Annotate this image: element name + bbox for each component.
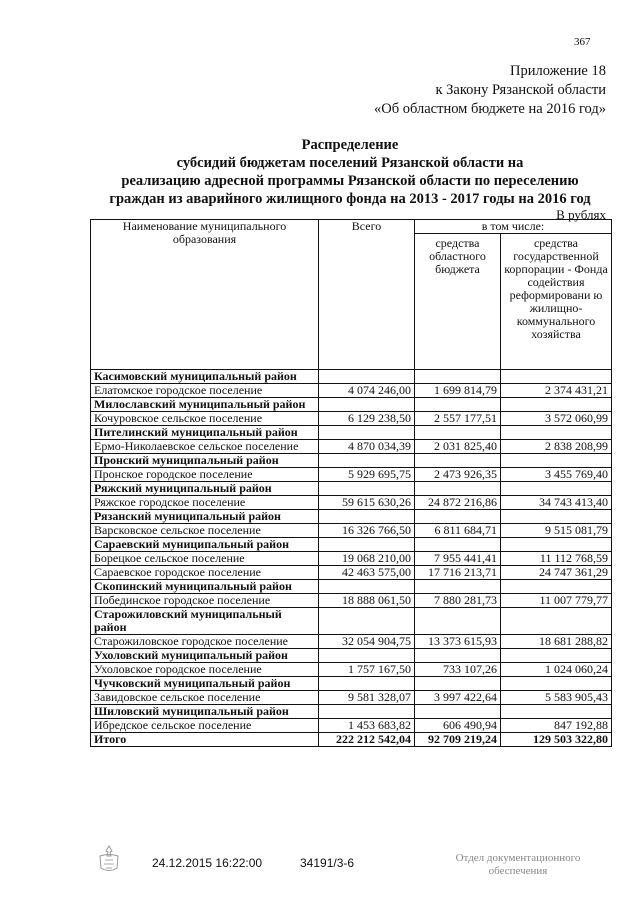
cell-fund: 2 838 208,99 [501,440,612,454]
cell-regional [415,426,501,440]
settlement-row [91,691,612,705]
cell-total: 9 581 328,07 [319,691,415,705]
appendix-line-1: Приложение 18 [510,63,606,79]
cell-total [319,510,415,524]
cell-name: Кочуровское сельское поселение [91,412,319,426]
cell-fund [501,482,612,496]
cell-regional: 2 557 177,51 [415,412,501,426]
settlement-row [91,384,612,398]
header-fund: средства государственной корпорации - Фонда содействия реформировани ю жилищно-коммунального хозяйства [501,234,612,370]
cell-fund: 5 583 905,43 [501,691,612,705]
settlement-row [91,440,612,454]
title-line-2: субсидий бюджетам поселений Рязанской области на [176,155,524,171]
cell-fund: 18 681 288,82 [501,635,612,649]
cell-fund [501,705,612,719]
cell-total [319,608,415,635]
settlement-row [91,524,612,538]
cell-total: 16 326 766,50 [319,524,415,538]
cell-total [319,580,415,594]
cell-regional: 3 997 422,64 [415,691,501,705]
cell-total: 222 212 542,04 [319,733,415,747]
cell-name: Сараевское городское поселение [91,566,319,580]
district-row [91,482,612,496]
cell-total [319,454,415,468]
cell-total: 4 870 034,39 [319,440,415,454]
cell-fund [501,608,612,635]
cell-fund: 1 024 060,24 [501,663,612,677]
district-row [91,454,612,468]
cell-fund: 3 572 060,99 [501,412,612,426]
cell-name: Ибредское сельское поселение [91,719,319,733]
district-row [91,426,612,440]
appendix-header [374,62,606,119]
settlement-row [91,663,612,677]
cell-regional [415,608,501,635]
cell-regional: 7 955 441,41 [415,552,501,566]
cell-name: Касимовский муниципальный район [91,370,319,384]
cell-name: Старожиловское городское поселение [91,635,319,649]
cell-total: 18 888 061,50 [319,594,415,608]
cell-name: Шиловский муниципальный район [91,705,319,719]
district-row [91,649,612,663]
title-line-1: Распределение [301,137,399,153]
cell-name: Завидовское сельское поселение [91,691,319,705]
cell-name: Итого [91,733,319,747]
cell-fund [501,426,612,440]
district-row [91,608,612,635]
cell-regional [415,677,501,691]
cell-regional [415,398,501,412]
cell-fund [501,454,612,468]
cell-regional: 6 811 684,71 [415,524,501,538]
cell-name: Елатомское городское поселение [91,384,319,398]
cell-fund [501,398,612,412]
cell-name: Побединское городское поселение [91,594,319,608]
title-line-4: граждан из аварийного жилищного фонда на 2013 - 2017 годы на 2016 год [109,191,591,207]
cell-regional: 2 031 825,40 [415,440,501,454]
header-regional: средства областного бюджета [415,234,501,370]
cell-fund [501,677,612,691]
cell-name: Ухоловский муниципальный район [91,649,319,663]
cell-name: Ряжский муниципальный район [91,482,319,496]
cell-fund [501,649,612,663]
document-title [60,136,640,208]
cell-fund: 847 192,88 [501,719,612,733]
cell-name: Ряжское городское поселение [91,496,319,510]
cell-total [319,538,415,552]
cell-name: Старожиловский муниципальный район [91,608,319,635]
cell-regional [415,649,501,663]
coat-of-arms-icon [96,844,122,874]
cell-fund: 11 112 768,59 [501,552,612,566]
cell-name: Борецкое сельское поселение [91,552,319,566]
subsidy-table [90,219,612,747]
cell-regional [415,510,501,524]
cell-name: Чучковский муниципальный район [91,677,319,691]
appendix-line-2: к Закону Рязанской области [435,82,606,98]
header-total: Всего [319,220,415,370]
cell-regional: 92 709 219,24 [415,733,501,747]
district-row [91,580,612,594]
cell-regional: 1 699 814,79 [415,384,501,398]
district-row [91,677,612,691]
settlement-row [91,496,612,510]
settlement-row [91,719,612,733]
footer-doc-code: 34191/3-6 [300,856,355,870]
settlement-row [91,635,612,649]
cell-regional: 2 473 926,35 [415,468,501,482]
cell-fund: 3 455 769,40 [501,468,612,482]
cell-fund [501,370,612,384]
cell-total: 19 068 210,00 [319,552,415,566]
settlement-row [91,552,612,566]
footer-datetime: 24.12.2015 16:22:00 [152,856,263,870]
cell-name: Варсковское сельское поселение [91,524,319,538]
cell-name: Ухоловское городское поселение [91,663,319,677]
cell-name: Пронское городское поселение [91,468,319,482]
header-name: Наименование муниципального образования [91,220,319,370]
cell-fund: 2 374 431,21 [501,384,612,398]
cell-regional: 7 880 281,73 [415,594,501,608]
title-line-3: реализацию адресной программы Рязанской области по переселению [121,173,579,189]
cell-total [319,482,415,496]
cell-total [319,705,415,719]
cell-regional [415,538,501,552]
stamp-line-1: Отдел документационного [455,852,581,864]
district-row [91,398,612,412]
cell-regional: 13 373 615,93 [415,635,501,649]
cell-fund: 9 515 081,79 [501,524,612,538]
cell-name: Пителинский муниципальный район [91,426,319,440]
cell-regional [415,454,501,468]
appendix-line-3: «Об областном бюджете на 2016 год» [374,101,606,117]
cell-fund: 34 743 413,40 [501,496,612,510]
cell-fund [501,580,612,594]
district-row [91,370,612,384]
table-body [91,370,612,747]
stamp-line-2: обеспечения [488,865,548,877]
cell-name: Ермо-Николаевское сельское поселение [91,440,319,454]
cell-total [319,677,415,691]
district-row [91,538,612,552]
cell-name: Пронский муниципальный район [91,454,319,468]
department-stamp [448,852,588,878]
cell-regional: 24 872 216,86 [415,496,501,510]
page-number: 367 [574,36,591,48]
cell-fund: 129 503 322,80 [501,733,612,747]
cell-total [319,398,415,412]
settlement-row [91,468,612,482]
district-row [91,705,612,719]
cell-total: 1 757 167,50 [319,663,415,677]
cell-total: 4 074 246,00 [319,384,415,398]
district-row [91,510,612,524]
header-including: в том числе: [415,220,612,234]
cell-name: Рязанский муниципальный район [91,510,319,524]
cell-fund [501,538,612,552]
cell-total: 59 615 630,26 [319,496,415,510]
cell-regional: 733 107,26 [415,663,501,677]
cell-regional: 17 716 213,71 [415,566,501,580]
cell-total [319,426,415,440]
cell-fund [501,510,612,524]
unit-label: В рублях [556,207,606,222]
cell-name: Милославский муниципальный район [91,398,319,412]
settlement-row [91,566,612,580]
total-row [91,733,612,747]
settlement-row [91,412,612,426]
cell-total: 42 463 575,00 [319,566,415,580]
cell-total [319,370,415,384]
settlement-row [91,594,612,608]
cell-regional [415,482,501,496]
cell-name: Скопинский муниципальный район [91,580,319,594]
cell-total: 32 054 904,75 [319,635,415,649]
cell-name: Сараевский муниципальный район [91,538,319,552]
cell-total [319,649,415,663]
cell-total: 5 929 695,75 [319,468,415,482]
cell-fund: 24 747 361,29 [501,566,612,580]
cell-fund: 11 007 779,77 [501,594,612,608]
cell-regional [415,370,501,384]
cell-total: 6 129 238,50 [319,412,415,426]
cell-regional [415,580,501,594]
cell-regional: 606 490,94 [415,719,501,733]
cell-total: 1 453 683,82 [319,719,415,733]
cell-regional [415,705,501,719]
